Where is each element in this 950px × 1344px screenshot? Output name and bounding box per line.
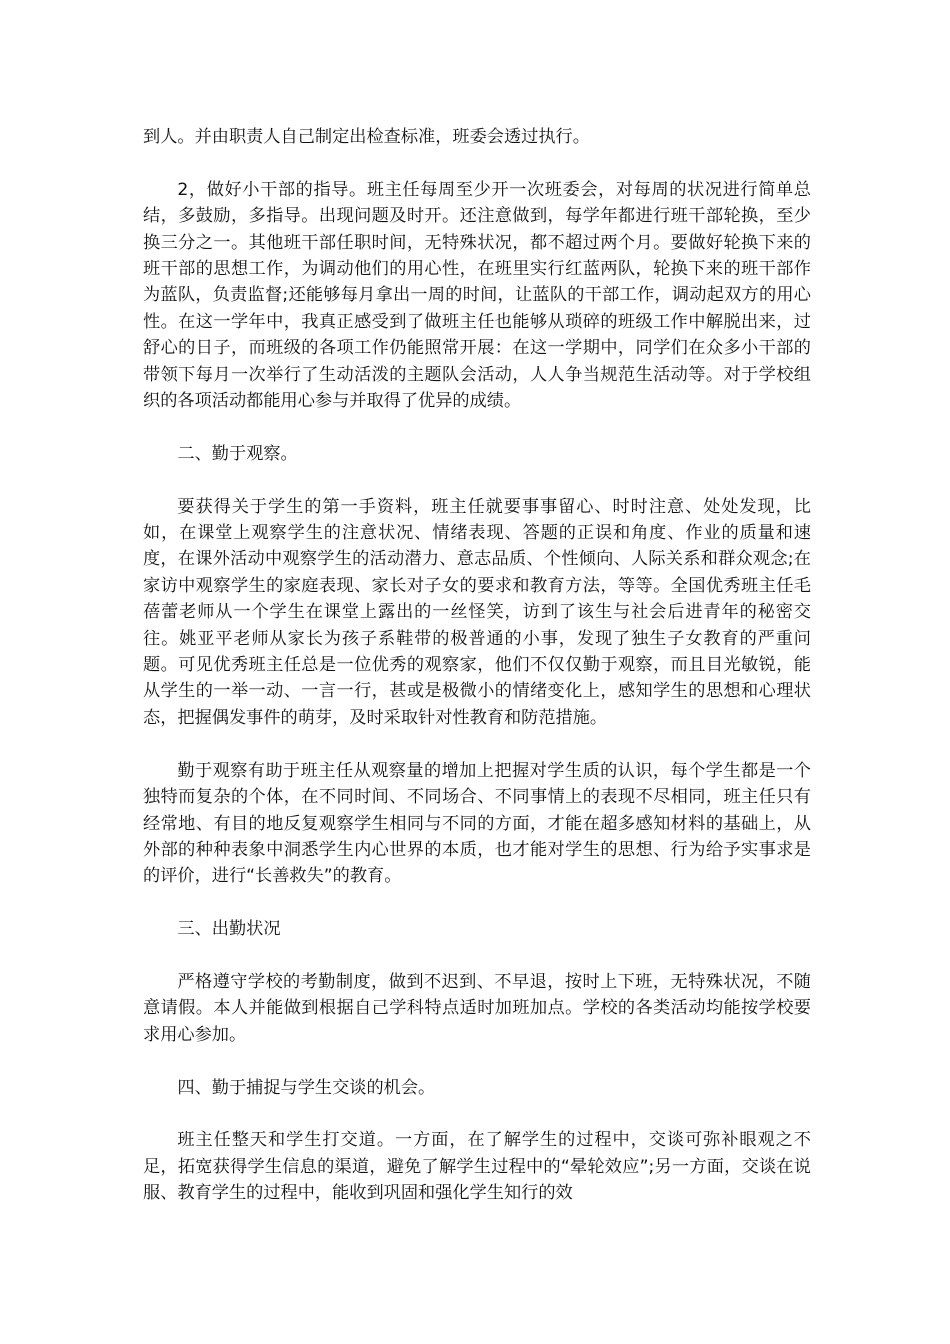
section-heading-attendance: 三、出勤状况 — [177, 919, 281, 940]
section-heading-conversation: 四、勤于捕捉与学生交谈的机会。 — [177, 1077, 436, 1098]
paragraph-continued: 到人。并由职责人自己制定出检查标准，班委会透过执行。 — [143, 127, 590, 147]
paragraph-conversation: 班主任整天和学生打交道。一方面，在了解学生的过程中，交谈可弥补眼观之不足，拓宽获得学生信息的渠道，避免了解学生过程中的“晕轮效应”;另一方面，交谈在说服、教育学生的过程中，能收到巩固和强化学生知行的效 — [143, 1130, 811, 1204]
section-heading-observation: 二、勤于观察。 — [177, 443, 298, 464]
paragraph-attendance: 严格遵守学校的考勤制度，做到不迟到、不早退，按时上下班，无特殊状况，不随意请假。本人并能做到根据自己学科特点适时加班加点。学校的各类活动均能按学校要求用心参加。 — [143, 971, 811, 1045]
paragraph-observation-1: 要获得关于学生的第一手资料，班主任就要事事留心、时时注意、处处发现，比如，在课堂上观察学生的注意状况、情绪表现、答题的正误和角度、作业的质量和速度，在课外活动中观察学生的活动潜力、意志品质、个性倾向、人际关系和群众观念;在家访中观察学生的家庭表现、家长对子女的要求和教育方法，等等。全国优秀班主任毛蓓蕾老师从一个学生在课堂上露出的一丝怪笑，访到了该生与社会后进青年的秘密交往。姚亚平老师从家长为孩子系鞋带的极普通的小事，发现了独生子女教育的严重问题。可见优秀班主任总是一位优秀的观察家，他们不仅仅勤于观察，而且目光敏锐，能从学生的一举一动、一言一行，甚或是极微小的情绪变化上，感知学生的思想和心理状态，把握偶发事件的萌芽，及时采取针对性教育和防范措施。 — [143, 496, 811, 728]
document-page — [143, 124, 811, 1233]
paragraph-cadre-guidance: 2，做好小干部的指导。班主任每周至少开一次班委会，对每周的状况进行简单总结，多鼓励，多指导。出现问题及时开。还注意做到，每学年都进行班干部轮换，至少换三分之一。其他班干部任职时间，无特殊状况，都不超过两个月。要做好轮换下来的班干部的思想工作，为调动他们的用心性，在班里实行红蓝两队，轮换下来的班干部作为蓝队，负责监督;还能够每月拿出一周的时间，让蓝队的干部工作，调动起双方的用心性。在这一学年中，我真正感受到了做班主任也能够从琐碎的班级工作中解脱出来，过舒心的日子，而班级的各项工作仍能照常开展：在这一学期中，同学们在众多小干部的带领下每月一次举行了生动活泼的主题队会活动，人人争当规范生活动等。对于学校组织的各项活动都能用心参与并取得了优异的成绩。 — [143, 179, 811, 412]
paragraph-observation-2: 勤于观察有助于班主任从观察量的增加上把握对学生质的认识，每个学生都是一个独特而复杂的个体，在不同时间、不同场合、不同事情上的表现不尽相同，班主任只有经常地、有目的地反复观察学生相同与不同的方面，才能在超多感知材料的基础上，从外部的种种表象中洞悉学生内心世界的本质，也才能对学生的思想、行为给予实事求是的评价，进行“长善救失”的教育。 — [143, 760, 811, 887]
